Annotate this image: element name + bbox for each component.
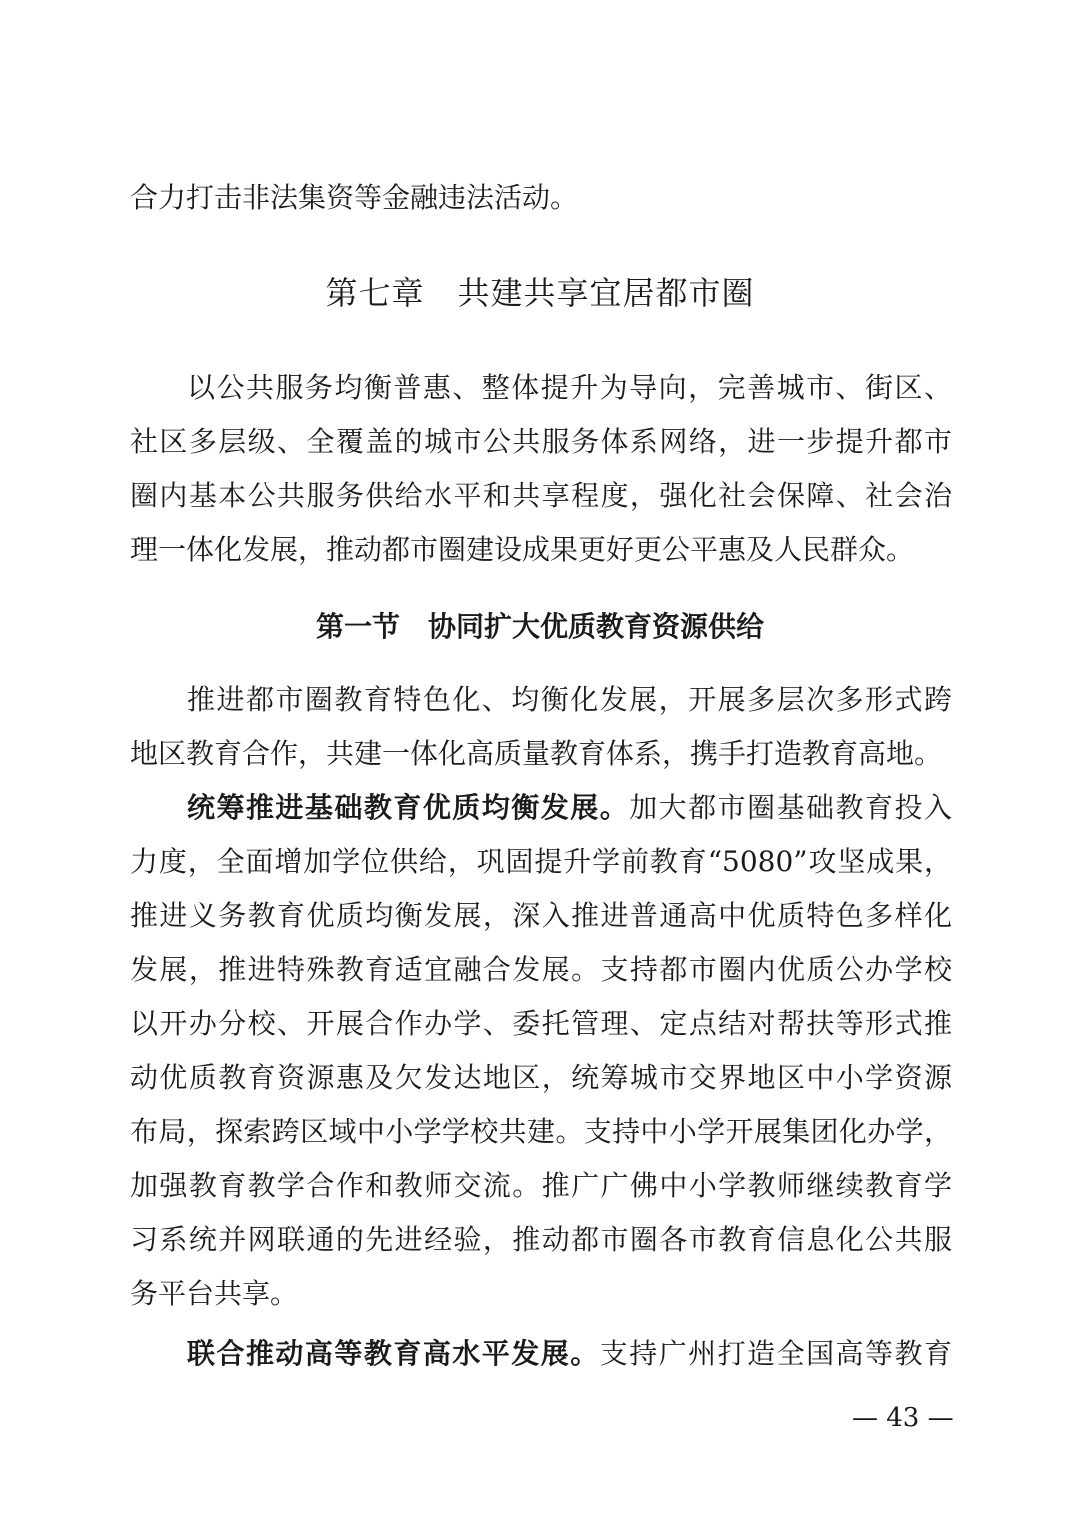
chapter-intro-line: 以公共服务均衡普惠、整体提升为导向，完善城市、街区、: [187, 371, 952, 404]
paragraph-line: 发展，推进特殊教育适宜融合发展。支持都市圈内优质公办学校: [130, 953, 952, 986]
paragraph-first-line: [187, 781, 952, 835]
paragraph-text: 支持广州打造全国高等教育: [599, 1337, 952, 1370]
paragraph-line: 动优质教育资源惠及欠发达地区，统筹城市交界地区中小学资源: [130, 1061, 952, 1094]
paragraph-line: 布局，探索跨区域中小学学校共建。支持中小学开展集团化办学，: [130, 1115, 952, 1148]
paragraph-line: 力度，全面增加学位供给，巩固提升学前教育“5080”攻坚成果，: [130, 845, 952, 878]
paragraph-line: 推进义务教育优质均衡发展，深入推进普通高中优质特色多样化: [130, 899, 952, 932]
page-number: — 43 —: [852, 1403, 954, 1433]
paragraph-first-line: [187, 1327, 952, 1381]
paragraph-line: 加强教育教学合作和教师交流。推广广佛中小学教师继续教育学: [130, 1169, 952, 1202]
chapter-intro-line: 理一体化发展，推动都市圈建设成果更好更公平惠及人民群众。: [130, 533, 915, 566]
chapter-intro-line: 圈内基本公共服务供给水平和共享程度，强化社会保障、社会治: [130, 479, 952, 512]
paragraph-heading: 统筹推进基础教育优质均衡发展。: [187, 791, 630, 824]
paragraph-continuation: 合力打击非法集资等金融违法活动。: [130, 181, 579, 214]
chapter-intro-line: 社区多层级、全覆盖的城市公共服务体系网络，进一步提升都市: [130, 425, 952, 458]
paragraph-line: 习系统并网联通的先进经验，推动都市圈各市教育信息化公共服: [130, 1223, 952, 1256]
section-intro-line: 推进都市圈教育特色化、均衡化发展，开展多层次多形式跨: [187, 683, 952, 716]
paragraph-text: 加大都市圈基础教育投入: [629, 791, 952, 824]
chapter-title: 第七章 共建共享宜居都市圈: [325, 274, 755, 312]
section-intro-line: 地区教育合作，共建一体化高质量教育体系，携手打造教育高地。: [130, 737, 943, 770]
paragraph-line: 务平台共享。: [130, 1277, 299, 1310]
section-title: 第一节 协同扩大优质教育资源供给: [315, 610, 764, 643]
paragraph-line: 以开办分校、开展合作办学、委托管理、定点结对帮扶等形式推: [130, 1007, 952, 1040]
paragraph-heading: 联合推动高等教育高水平发展。: [187, 1337, 600, 1370]
